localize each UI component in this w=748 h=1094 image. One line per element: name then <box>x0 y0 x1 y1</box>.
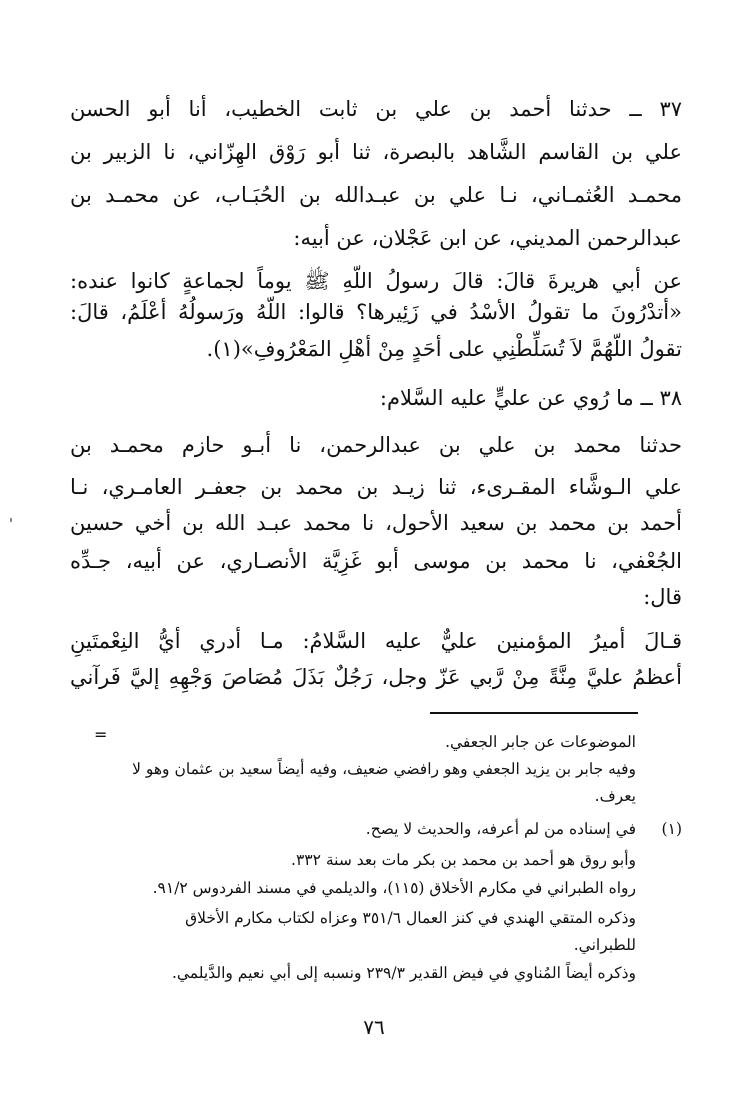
footnote-1-line-5: للطبراني. <box>573 936 636 954</box>
footnote-continuation-line-1: الموضوعات عن جابر الجعفي. <box>445 733 636 751</box>
body-line-1: ٣٧ ــ حدثنا أحمد بن علي بن ثابت الخطيب، أنا أبو الحسن <box>70 97 682 121</box>
body-line-2: علي بن القاسم الشَّاهد بالبصرة، ثنا أبو رَوْق الهِزّاني، نا الزبير بن <box>70 140 682 164</box>
footnote-1-line-2: وأبو روق هو أحمد بن محمد بن بكر مات بعد سنة ٣٣٢. <box>291 851 636 869</box>
body-line-12: الجُعْفي، نا محمد بن موسى أبو غَزِيَّة الأنصـاري، عن أبيه، جـدِّه <box>70 549 682 573</box>
footnote-1-marker: (١) <box>661 820 682 838</box>
footnote-separator <box>430 712 638 714</box>
footnote-1-line-1: في إسناده من لم أعرفه، والحديث لا يصح. <box>365 820 636 838</box>
body-line-3: محمـد العُثمـاني، نـا علي بن عبـدالله بن الحُبَـاب، عن محمـد بن <box>70 183 682 207</box>
footnote-1-line-3: رواه الطبراني في مكارم الأخلاق (١١٥)، والديلمي في مسند الفردوس ٩١/٢. <box>152 879 636 897</box>
body-line-5: عن أبي هريرةَ قالَ: قالَ رسولُ اللّهِ ﷺ يوماً لجماعةٍ كانوا عنده: <box>70 269 682 293</box>
body-line-6: «أتدْرُونَ ما تقولُ الأسْدُ في زَئِيرها؟ قالوا: اللّهُ ورَسولُهُ أعْلَمُ، قالَ: <box>70 300 682 324</box>
body-line-10: علي الـوشَّاء المقـرىء، ثنا زيـد بن محمد بن جعفـر العامـري، نـا <box>70 475 682 499</box>
section-heading-38: ٣٨ ــ ما رُوي عن عليٍّ عليه السَّلام: <box>379 386 682 410</box>
body-line-13: قال: <box>643 585 682 609</box>
footnote-continuation-marker: = <box>94 725 108 744</box>
margin-mark <box>10 518 12 522</box>
body-line-9: حدثنا محمد بن علي بن عبدالرحمن، نا أبـو حازم محمـد بن <box>70 433 682 457</box>
body-line-4: عبدالرحمن المديني، عن ابن عَجْلان، عن أبيه: <box>293 226 682 250</box>
footnote-continuation-line-3: يعرف. <box>594 787 636 805</box>
body-line-11: أحمد بن محمد بن سعيد الأحول، نا محمد عبـد الله بن أخي حسين <box>70 511 682 535</box>
footnote-continuation-line-2: وفيه جابر بن يزيد الجعفي وهو رافضي ضعيف، وفيه أيضاً سعيد بن عثمان وهو لا <box>132 760 636 778</box>
body-line-7: تقولُ اللّهُمَّ لاَ تُسَلِّطْنِي على أحَدٍ مِنْ أهْلِ المَعْرُوفِ»(١). <box>206 337 682 361</box>
footnote-1-line-4: وذكره المتقي الهندي في كنز العمال ٣٥١/٦ وعزاه لكتاب مكارم الأخلاق <box>185 909 636 927</box>
body-line-15: أعظمُ عليَّ مِنَّةً مِنْ رَّبي عَزّ وجل، رَجُلٌ بَذَلَ مُصَاصَ وَجْهِهِ إليَّ فَرآني <box>70 665 682 689</box>
body-line-14: قـالَ أميرُ المؤمنين عليٌّ عليه السَّلامُ: مـا أدري أيُّ النِعْمتَينِ <box>70 629 682 653</box>
page-number: ٧٦ <box>363 1015 385 1039</box>
footnote-1-line-6: وذكره أيضاً المُناوي في فيض القدير ٢٣٩/٣ ونسبه إلى أبي نعيم والدَّيلمي. <box>171 964 636 982</box>
